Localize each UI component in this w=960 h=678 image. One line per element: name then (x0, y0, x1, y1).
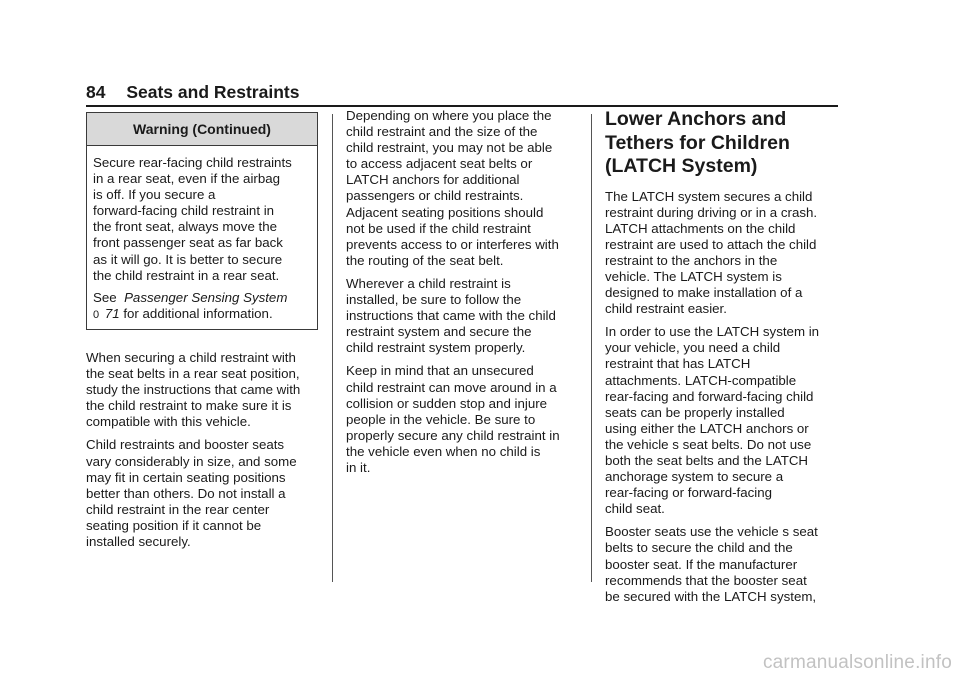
text-line: Child restraints and booster seats (86, 437, 285, 453)
text-line: installed, be sure to follow the (346, 292, 522, 308)
text-line: Booster seats use the vehicle s seat (605, 524, 818, 540)
text-line: collision or sudden stop and injure (346, 395, 548, 411)
text-line: prevents access to or interferes with (346, 236, 559, 252)
text-line: using either the LATCH anchors or (605, 420, 809, 436)
text-line: in a rear seat, even if the airbag (93, 171, 281, 187)
column-3-paragraphs (605, 189, 845, 605)
heading-line: (LATCH System) (605, 155, 758, 177)
column-divider (332, 114, 333, 582)
text-line: child restraint in the rear center (86, 501, 270, 517)
paragraph (346, 363, 584, 476)
text-line: vary considerably in size, and some (86, 453, 297, 469)
warning-box (86, 112, 318, 330)
text-line: both the seat belts and the LATCH (605, 453, 809, 468)
text-line: rear-facing and forward-facing child (605, 388, 814, 404)
paragraph (346, 276, 584, 356)
text-line: In order to use the LATCH system in (605, 324, 820, 340)
reference-link[interactable]: Passenger Sensing System (124, 289, 288, 305)
text-line: the front seat, always move the (93, 219, 278, 235)
text-line: passengers or child restraints. (346, 188, 524, 204)
warning-title: Warning (Continued) (87, 113, 317, 146)
text-line: vehicle. The LATCH system is (605, 268, 782, 284)
text-line: child restraint and the size of the (346, 124, 538, 140)
column-1-paragraphs (86, 350, 326, 550)
column-2-paragraphs (346, 108, 584, 476)
text-line: be secured with the LATCH system, (605, 588, 817, 604)
text-line: child restraint, you may not be able (346, 140, 553, 156)
text-line: may fit in certain seating positions (86, 469, 286, 485)
heading-line: Tethers for Children (605, 131, 790, 154)
text-line: front passenger seat as far back (93, 235, 283, 251)
text-line: Wherever a child restraint is (346, 275, 511, 291)
text-line: the routing of the seat belt. (346, 252, 504, 268)
text-line: The LATCH system secures a child (605, 188, 813, 204)
text-line: in it. (346, 459, 371, 475)
watermark: carmanualsonline.info (762, 652, 952, 673)
text-line: seating position if it cannot be (86, 517, 262, 533)
text-line: child restraint can move around in a (346, 379, 557, 395)
text-line: the vehicle even when no child is (346, 443, 541, 459)
text-line: restraint to the anchors in the (605, 252, 778, 268)
text-line: properly secure any child restraint in (346, 427, 560, 443)
text-line: people in the vehicle. Be sure to (346, 411, 536, 427)
text-line: installed securely. (86, 533, 191, 549)
section-heading (605, 108, 845, 179)
page-reference-icon: 0 (93, 308, 100, 321)
column-divider (591, 114, 592, 582)
text-line: the child restraint to make sure it is (86, 398, 292, 414)
text-line: anchorage system to secure a (605, 469, 784, 485)
cross-reference (93, 290, 311, 323)
text-line: compatible with this vehicle. (86, 414, 251, 430)
text-line: not be used if the child restraint (346, 220, 531, 236)
text-line: child restraint easier. (605, 301, 727, 317)
text-line: forward-facing child restraint in (93, 203, 275, 219)
text-line: restraint are used to attach the child (605, 236, 817, 252)
heading-line: Lower Anchors and (605, 108, 787, 130)
text-line: booster seat. If the manufacturer (605, 556, 798, 572)
text-line: restraint system and secure the (346, 324, 532, 340)
reference-suffix: for additional information. (123, 305, 273, 321)
text-line: your vehicle, you need a child (605, 340, 781, 356)
paragraph (605, 189, 845, 318)
paragraph (605, 324, 845, 517)
text-line: restraint during driving or in a crash. (605, 204, 818, 220)
column-1 (86, 108, 326, 557)
text-line: seats can be properly installed (605, 404, 785, 420)
text-line: When securing a child restraint with (86, 349, 296, 365)
header-rule (86, 105, 838, 107)
text-line: the vehicle s seat belts. Do not use (605, 436, 812, 452)
page-header (86, 82, 299, 103)
text-line: instructions that came with the child (346, 308, 556, 324)
text-line: Depending on where you place the (346, 108, 552, 123)
text-line: Secure rear-facing child restraints (93, 155, 292, 170)
text-line: child seat. (605, 501, 665, 517)
paragraph (346, 108, 584, 269)
text-line (93, 290, 311, 306)
text-line: designed to make installation of a (605, 285, 803, 301)
warning-body (87, 146, 317, 329)
warning-text (93, 155, 311, 284)
text-line: Keep in mind that an unsecured (346, 363, 534, 379)
text-line: Adjacent seating positions should (346, 204, 544, 220)
text-line: to access adjacent seat belts or (346, 156, 533, 172)
text-line: LATCH attachments on the child (605, 220, 796, 236)
text-line: better than others. Do not install a (86, 485, 286, 501)
text-line: LATCH anchors for additional (346, 172, 520, 188)
text-line: the child restraint in a rear seat. (93, 267, 280, 283)
paragraph (605, 524, 845, 604)
text-line: the seat belts in a rear seat position, (86, 366, 300, 382)
text-line: is off. If you secure a (93, 187, 216, 203)
page-number: 84 (86, 82, 106, 102)
reference-page[interactable]: 71 (104, 305, 120, 321)
paragraph (86, 350, 326, 430)
text-line: child restraint system properly. (346, 340, 526, 356)
see-label: See (93, 289, 117, 305)
text-line: attachments. LATCH-compatible (605, 372, 797, 388)
text-line: study the instructions that came with (86, 382, 301, 398)
section-title-header: Seats and Restraints (126, 82, 300, 102)
column-2 (346, 108, 584, 483)
text-line: restraint that has LATCH (605, 356, 751, 372)
text-line: rear-facing or forward-facing (605, 485, 773, 501)
text-line: recommends that the booster seat (605, 572, 807, 588)
text-line (93, 306, 311, 323)
text-line: as it will go. It is better to secure (93, 251, 283, 267)
paragraph (86, 437, 326, 550)
text-line: belts to secure the child and the (605, 540, 793, 556)
column-3 (605, 108, 845, 612)
